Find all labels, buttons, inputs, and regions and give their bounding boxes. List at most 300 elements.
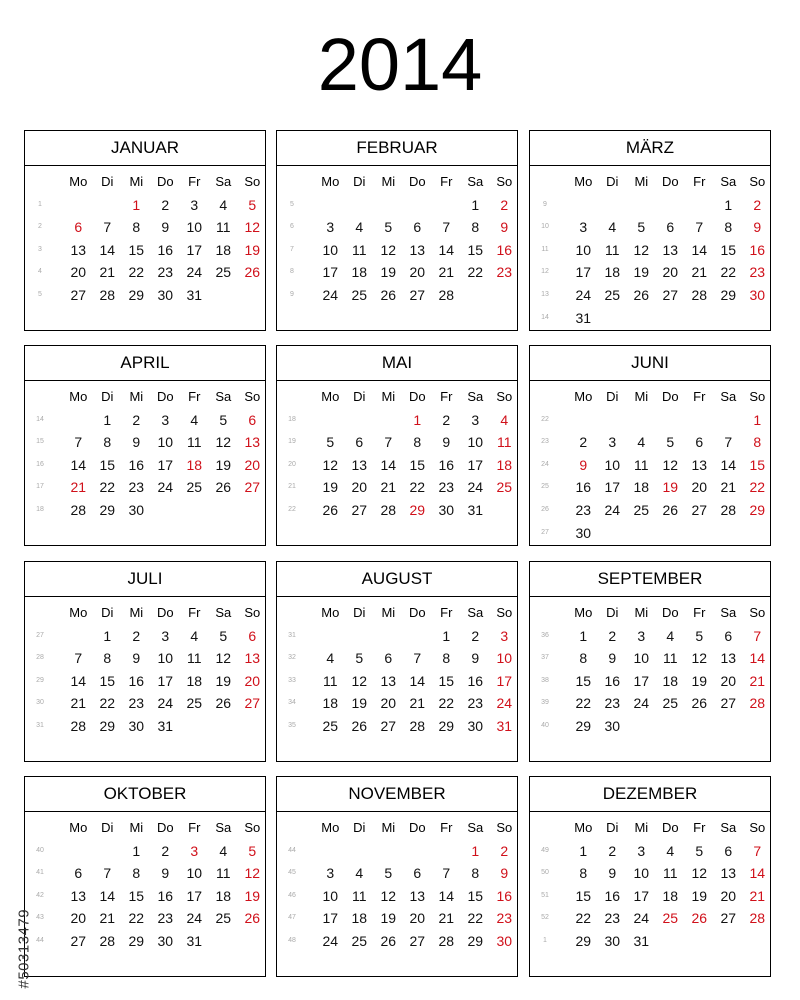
weekday-header: Mo (574, 605, 593, 620)
day-cell: 25 (496, 479, 513, 496)
day-cell: 31 (633, 932, 650, 949)
day-cell: 26 (215, 695, 232, 712)
day-cell: 3 (637, 627, 646, 644)
day-cell: 24 (322, 932, 339, 949)
week-number: 47 (288, 914, 296, 922)
day-cell: 28 (749, 695, 766, 712)
weekday-header: Di (606, 389, 619, 404)
day-cell: 14 (380, 456, 397, 473)
day-cell: 7 (103, 219, 112, 236)
month-name: JUNI (530, 346, 770, 381)
week-row (277, 670, 517, 693)
weekday-header: Sa (467, 605, 484, 620)
weekday-header: Mo (321, 605, 340, 620)
day-cell: 22 (575, 695, 592, 712)
day-cell: 19 (215, 672, 232, 689)
day-cell: 22 (99, 479, 116, 496)
day-cell: 1 (753, 411, 762, 428)
day-cell: 15 (99, 672, 116, 689)
day-cell: 24 (157, 479, 174, 496)
day-cell: 23 (128, 695, 145, 712)
day-cell: 18 (186, 672, 203, 689)
weekday-header: Di (353, 389, 366, 404)
weekday-header: Do (661, 820, 679, 835)
day-cell: 10 (467, 434, 484, 451)
day-cell: 17 (322, 264, 339, 281)
day-cell: 30 (604, 932, 621, 949)
day-cell: 28 (409, 717, 426, 734)
day-cell: 17 (575, 264, 592, 281)
day-cell: 23 (749, 264, 766, 281)
day-cell: 10 (322, 887, 339, 904)
week-row (530, 307, 770, 330)
month-5 (276, 345, 518, 546)
day-cell: 28 (70, 717, 87, 734)
day-cell: 1 (579, 627, 588, 644)
day-cell: 25 (186, 695, 203, 712)
week-row (25, 261, 265, 284)
day-cell: 2 (442, 411, 451, 428)
month-name: DEZEMBER (530, 777, 770, 812)
day-cell: 3 (190, 196, 199, 213)
week-number: 51 (541, 891, 549, 899)
day-cell: 9 (442, 434, 451, 451)
day-cell: 25 (351, 286, 368, 303)
weekday-header: Do (408, 820, 426, 835)
week-number: 9 (290, 290, 294, 298)
day-cell: 30 (604, 717, 621, 734)
day-cell: 19 (691, 672, 708, 689)
day-cell: 29 (128, 932, 145, 949)
weekday-header-row (25, 386, 265, 409)
day-cell: 23 (496, 264, 513, 281)
day-cell: 19 (322, 479, 339, 496)
day-cell: 19 (662, 479, 679, 496)
day-cell: 27 (662, 286, 679, 303)
day-cell: 17 (467, 456, 484, 473)
day-cell: 16 (604, 887, 621, 904)
day-cell: 15 (575, 672, 592, 689)
day-cell: 15 (467, 241, 484, 258)
day-cell: 31 (186, 286, 203, 303)
weekday-header: Mo (69, 605, 88, 620)
watermark (4, 770, 33, 990)
day-cell: 12 (244, 865, 261, 882)
week-number: 39 (541, 699, 549, 707)
day-cell: 10 (633, 865, 650, 882)
weekday-header: Do (156, 389, 174, 404)
week-number: 14 (36, 415, 44, 423)
day-cell: 22 (467, 264, 484, 281)
month-days-grid (25, 817, 265, 953)
day-cell: 17 (496, 672, 513, 689)
day-cell: 23 (467, 695, 484, 712)
weekday-header: Mo (574, 174, 593, 189)
weekday-header: Mi (381, 820, 396, 835)
day-cell: 2 (471, 627, 480, 644)
day-cell: 21 (438, 264, 455, 281)
day-cell: 11 (352, 241, 367, 258)
day-cell: 22 (128, 264, 145, 281)
day-cell: 12 (662, 456, 679, 473)
day-cell: 15 (99, 456, 116, 473)
weekday-header: Mo (574, 820, 593, 835)
weekday-header: Sa (467, 389, 484, 404)
weekday-header-row (277, 817, 517, 840)
day-cell: 24 (575, 286, 592, 303)
day-cell: 7 (74, 650, 83, 667)
day-cell: 6 (695, 434, 704, 451)
day-cell: 12 (322, 456, 339, 473)
day-cell: 29 (575, 717, 592, 734)
weekday-header-row (530, 602, 770, 625)
day-cell: 13 (70, 241, 87, 258)
day-cell: 5 (384, 219, 393, 236)
day-cell: 6 (724, 627, 733, 644)
day-cell: 8 (103, 434, 112, 451)
week-number: 20 (288, 460, 296, 468)
week-row (25, 239, 265, 262)
month-days-grid (277, 817, 517, 953)
day-cell: 26 (691, 695, 708, 712)
day-cell: 4 (326, 650, 335, 667)
day-cell: 18 (662, 672, 679, 689)
day-cell: 29 (438, 717, 455, 734)
weekday-header-row (25, 171, 265, 194)
month-days-grid (25, 386, 265, 522)
day-cell: 16 (128, 456, 145, 473)
week-number: 29 (36, 676, 44, 684)
day-cell: 21 (70, 479, 87, 496)
day-cell: 26 (691, 910, 708, 927)
day-cell: 27 (244, 695, 261, 712)
day-cell: 6 (666, 219, 675, 236)
day-cell: 5 (384, 865, 393, 882)
day-cell: 30 (575, 524, 592, 541)
weekday-header: So (496, 820, 513, 835)
day-cell: 5 (666, 434, 675, 451)
day-cell: 13 (244, 650, 261, 667)
week-number: 49 (541, 846, 549, 854)
week-number: 16 (36, 460, 44, 468)
day-cell: 2 (579, 434, 588, 451)
day-cell: 18 (322, 695, 339, 712)
day-cell: 30 (438, 501, 455, 518)
day-cell: 1 (103, 411, 112, 428)
week-row (530, 885, 770, 908)
day-cell: 26 (380, 932, 397, 949)
day-cell: 27 (351, 501, 368, 518)
day-cell: 12 (351, 672, 368, 689)
day-cell: 2 (161, 842, 170, 859)
day-cell: 4 (637, 434, 646, 451)
weekday-header: So (749, 389, 766, 404)
day-cell: 5 (326, 434, 335, 451)
weekday-header: Mi (381, 605, 396, 620)
week-row (277, 930, 517, 953)
day-cell: 29 (575, 932, 592, 949)
week-number: 18 (288, 415, 296, 423)
day-cell: 13 (380, 672, 397, 689)
weekday-header: So (244, 389, 261, 404)
month-name: JULI (25, 562, 265, 597)
day-cell: 24 (496, 695, 513, 712)
week-row (530, 239, 770, 262)
day-cell: 1 (471, 196, 480, 213)
weekday-header: Fr (693, 605, 706, 620)
day-cell: 26 (322, 501, 339, 518)
day-cell: 30 (128, 501, 145, 518)
day-cell: 22 (467, 910, 484, 927)
day-cell: 11 (634, 456, 649, 473)
day-cell: 16 (157, 887, 174, 904)
day-cell: 25 (633, 501, 650, 518)
day-cell: 29 (99, 501, 116, 518)
day-cell: 1 (413, 411, 422, 428)
week-number: 12 (541, 268, 549, 276)
day-cell: 31 (467, 501, 484, 518)
day-cell: 7 (384, 434, 393, 451)
weekday-header: Sa (467, 174, 484, 189)
weekday-header: Do (408, 605, 426, 620)
day-cell: 9 (161, 219, 170, 236)
day-cell: 2 (500, 196, 509, 213)
day-cell: 3 (326, 219, 335, 236)
month-days-grid (25, 602, 265, 738)
day-cell: 15 (467, 887, 484, 904)
weekday-header: Do (661, 389, 679, 404)
day-cell: 13 (720, 650, 737, 667)
weekday-header: Sa (215, 389, 232, 404)
weekday-header: Mo (321, 389, 340, 404)
weekday-header: Sa (467, 820, 484, 835)
day-cell: 27 (380, 717, 397, 734)
day-cell: 17 (157, 672, 174, 689)
day-cell: 29 (720, 286, 737, 303)
week-number: 22 (541, 415, 549, 423)
day-cell: 26 (662, 501, 679, 518)
day-cell: 7 (74, 434, 83, 451)
day-cell: 4 (608, 219, 617, 236)
day-cell: 19 (244, 241, 261, 258)
day-cell: 10 (157, 434, 174, 451)
week-number: 5 (290, 200, 294, 208)
weekday-header: Fr (693, 820, 706, 835)
weekday-header: So (244, 605, 261, 620)
weekday-header: Mo (69, 174, 88, 189)
day-cell: 16 (438, 456, 455, 473)
day-cell: 29 (749, 501, 766, 518)
day-cell: 6 (248, 411, 257, 428)
day-cell: 17 (633, 672, 650, 689)
week-row (530, 862, 770, 885)
day-cell: 19 (380, 264, 397, 281)
week-row (530, 261, 770, 284)
weekday-header: Mo (321, 820, 340, 835)
day-cell: 17 (322, 910, 339, 927)
week-number: 1 (38, 200, 42, 208)
week-row (530, 625, 770, 648)
weekday-header: Mo (69, 389, 88, 404)
day-cell: 24 (157, 695, 174, 712)
day-cell: 6 (724, 842, 733, 859)
weekday-header: So (244, 820, 261, 835)
day-cell: 30 (128, 717, 145, 734)
day-cell: 25 (322, 717, 339, 734)
day-cell: 9 (161, 865, 170, 882)
day-cell: 24 (467, 479, 484, 496)
day-cell: 20 (691, 479, 708, 496)
day-cell: 22 (128, 910, 145, 927)
day-cell: 14 (438, 241, 455, 258)
day-cell: 6 (384, 650, 393, 667)
day-cell: 11 (352, 887, 367, 904)
day-cell: 30 (157, 932, 174, 949)
weekday-header: So (496, 605, 513, 620)
day-cell: 8 (132, 865, 141, 882)
day-cell: 28 (438, 286, 455, 303)
day-cell: 13 (662, 241, 679, 258)
month-days-grid (530, 602, 770, 738)
week-number: 8 (290, 268, 294, 276)
week-row (530, 692, 770, 715)
day-cell: 2 (753, 196, 762, 213)
weekday-header: Di (353, 174, 366, 189)
week-number: 2 (38, 223, 42, 231)
week-row (530, 715, 770, 738)
weekday-header: Mi (634, 174, 649, 189)
week-row (277, 239, 517, 262)
weekday-header: Do (661, 605, 679, 620)
day-cell: 4 (666, 627, 675, 644)
day-cell: 1 (442, 627, 451, 644)
week-row (25, 476, 265, 499)
day-cell: 28 (70, 501, 87, 518)
week-row (530, 431, 770, 454)
day-cell: 24 (186, 910, 203, 927)
day-cell: 24 (322, 286, 339, 303)
week-number: 35 (288, 721, 296, 729)
day-cell: 4 (219, 842, 228, 859)
week-row (25, 409, 265, 432)
day-cell: 20 (70, 910, 87, 927)
day-cell: 1 (579, 842, 588, 859)
day-cell: 3 (637, 842, 646, 859)
weekday-header: Di (353, 820, 366, 835)
day-cell: 26 (244, 910, 261, 927)
week-number: 31 (288, 631, 296, 639)
weekday-header: Mi (634, 820, 649, 835)
week-number: 41 (36, 869, 44, 877)
month-2 (276, 130, 518, 331)
weekday-header: Sa (720, 820, 737, 835)
day-cell: 22 (575, 910, 592, 927)
day-cell: 19 (244, 887, 261, 904)
weekday-header: Mi (634, 389, 649, 404)
day-cell: 5 (695, 842, 704, 859)
day-cell: 8 (132, 219, 141, 236)
week-number: 40 (36, 846, 44, 854)
weekday-header: Fr (440, 820, 453, 835)
day-cell: 8 (413, 434, 422, 451)
week-row (25, 692, 265, 715)
month-11 (276, 776, 518, 977)
weekday-header-row (277, 602, 517, 625)
day-cell: 25 (662, 695, 679, 712)
day-cell: 18 (351, 264, 368, 281)
day-cell: 19 (215, 456, 232, 473)
week-number: 4 (38, 268, 42, 276)
day-cell: 18 (662, 887, 679, 904)
week-number: 11 (541, 245, 549, 253)
day-cell: 12 (380, 887, 397, 904)
month-days-grid (530, 817, 770, 953)
day-cell: 8 (579, 650, 588, 667)
day-cell: 2 (161, 196, 170, 213)
day-cell: 2 (608, 627, 617, 644)
weekday-header: So (749, 820, 766, 835)
day-cell: 20 (244, 672, 261, 689)
day-cell: 11 (323, 672, 338, 689)
day-cell: 5 (355, 650, 364, 667)
week-number: 46 (288, 891, 296, 899)
day-cell: 25 (215, 910, 232, 927)
day-cell: 16 (128, 672, 145, 689)
month-name: NOVEMBER (277, 777, 517, 812)
day-cell: 13 (70, 887, 87, 904)
day-cell: 18 (215, 887, 232, 904)
day-cell: 5 (248, 196, 257, 213)
day-cell: 22 (749, 479, 766, 496)
day-cell: 30 (496, 932, 513, 949)
weekday-header: Mo (69, 820, 88, 835)
day-cell: 21 (70, 695, 87, 712)
day-cell: 12 (691, 650, 708, 667)
day-cell: 14 (749, 865, 766, 882)
day-cell: 4 (500, 411, 509, 428)
week-number: 9 (543, 200, 547, 208)
day-cell: 16 (496, 241, 513, 258)
weekday-header: Mi (129, 389, 144, 404)
day-cell: 9 (608, 865, 617, 882)
day-cell: 17 (604, 479, 621, 496)
week-number: 3 (38, 245, 42, 253)
day-cell: 17 (186, 241, 203, 258)
month-days-grid (277, 602, 517, 738)
weekday-header: Do (156, 605, 174, 620)
week-number: 30 (36, 699, 44, 707)
week-number: 17 (36, 483, 44, 491)
day-cell: 27 (70, 286, 87, 303)
week-row (277, 840, 517, 863)
day-cell: 21 (720, 479, 737, 496)
day-cell: 3 (161, 627, 170, 644)
day-cell: 6 (413, 865, 422, 882)
day-cell: 7 (724, 434, 733, 451)
week-row (530, 907, 770, 930)
day-cell: 23 (157, 264, 174, 281)
day-cell: 23 (496, 910, 513, 927)
day-cell: 7 (753, 842, 762, 859)
day-cell: 11 (663, 650, 678, 667)
day-cell: 1 (724, 196, 733, 213)
day-cell: 4 (190, 627, 199, 644)
week-number: 50 (541, 869, 549, 877)
weekday-header: Fr (440, 174, 453, 189)
day-cell: 13 (720, 865, 737, 882)
month-days-grid (530, 386, 770, 544)
week-number: 23 (541, 438, 549, 446)
